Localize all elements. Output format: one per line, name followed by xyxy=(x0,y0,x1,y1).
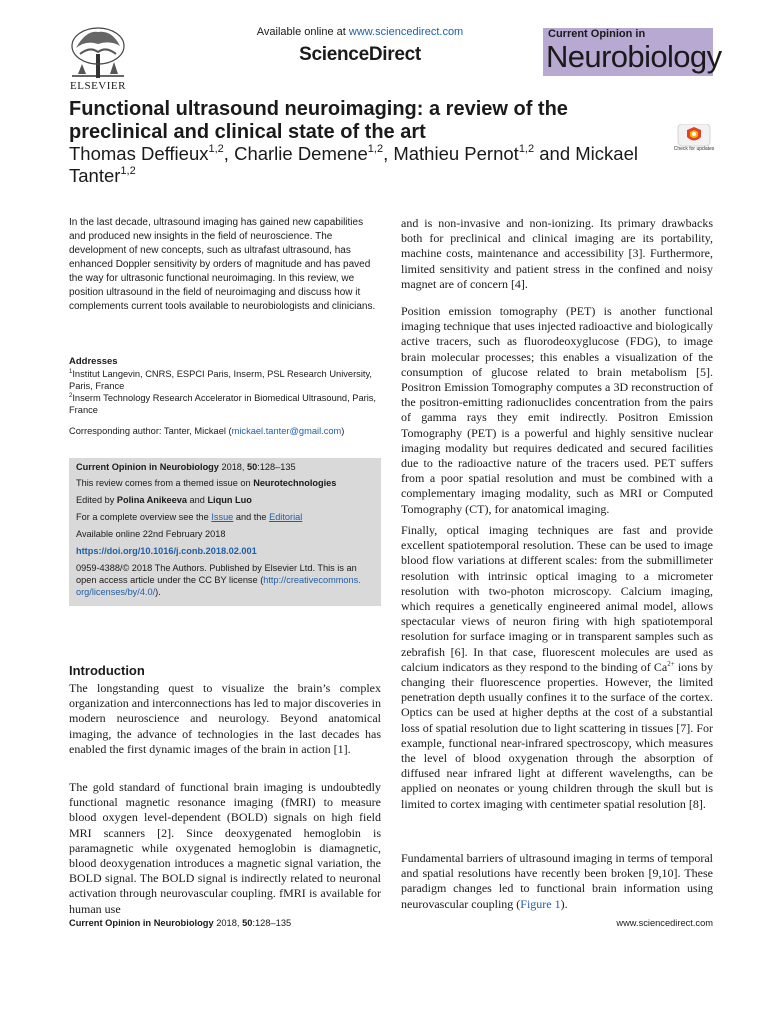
info-volume: 50 xyxy=(247,462,258,472)
info-edited-prefix: Edited by xyxy=(76,495,117,505)
info-overview-and: and the xyxy=(233,512,270,522)
info-license-text: open access article under the CC BY license ( xyxy=(76,575,264,585)
doi-link[interactable]: https://doi.org/10.1016/j.conb.2018.02.001 xyxy=(76,546,257,556)
info-license-2 xyxy=(76,574,376,586)
right-paragraph-3 xyxy=(401,523,713,812)
corresponding-prefix: Corresponding author: Tanter, Mickael ( xyxy=(69,426,232,436)
footer-citation xyxy=(69,918,291,928)
author-affiliation: 1,2 xyxy=(120,165,136,177)
section-heading-introduction: Introduction xyxy=(69,663,145,678)
author-name[interactable]: Mickael Tanter xyxy=(69,143,638,186)
info-theme-name: Neurotechnologies xyxy=(253,478,337,488)
platform-title: ScienceDirect xyxy=(299,44,421,65)
journal-banner-top: Current Opinion in xyxy=(548,28,646,40)
editorial-link[interactable]: Editorial xyxy=(269,512,303,522)
footer-volume: 50 xyxy=(242,918,253,928)
sciencedirect-link[interactable]: www.sciencedirect.com xyxy=(348,26,464,38)
address-text: Institut Langevin, CNRS, ESPCI Paris, Inserm, PSL Research University, Paris, France xyxy=(69,369,373,391)
license-link[interactable]: http://creativecommons. xyxy=(263,575,361,585)
info-editor-and: and xyxy=(187,495,208,505)
intro-paragraph-2: The gold standard of functional brain imaging is undoubtedly functional magnetic resonance imaging (fMRI) to measure blood oxygen level-dependent (BOLD) signals on high field MRI scanners [2]. Since deoxygenated hemoglobin is paramagnetic while oxygenated hemoglobin is diamagnetic, blood deoxygenation introduces a magnetic signal variation, the BOLD signal. The BOLD signal is indirectly related to neuronal activation through neurovascular coupling. fMRI is available for human use xyxy=(69,780,381,916)
right-paragraph-2: Position emission tomography (PET) is another functional imaging technique that uses injected radioactive and biologically active tracers, such as fluorodeoxyglucose (FDG), to image brain molecular processes; this enables a visualization of the consumption of glucose related to brain metabolism [5]. Positron Emission Tomography computes a 3D reconstruction of the positron-emitting radionuclides concentration from the pairs of gamma rays they emit indirectly. Positron Emission Tomography (PET) is a powerful and highly sensitive nuclear imaging modality but requires dedicated and secured facilities due to the radioactive nature of the tracers used. PET suffers from a poor spatial resolution and must be combined with a complementary imaging modality, such as MRI or Computed Tomography (CT), for anatomical imaging. xyxy=(401,304,713,516)
info-pages: :128–135 xyxy=(257,462,296,472)
info-license-text: ). xyxy=(155,587,161,597)
info-year: 2018, xyxy=(218,462,248,472)
info-theme-prefix: This review comes from a themed issue on xyxy=(76,478,254,488)
address-number: 1 xyxy=(69,369,73,375)
paragraph-text: ions by changing their fluorescence properties. However, the limited penetration depth usually confines it to the surface of the cortex. Optics can be used at higher depths at the cost of a substantial loss of spatial resolution due to light scattering in tissues [7]. For example, functional near-infrared spectroscopy, which measures the level of blood oxygenation through the absorption of diffused near infrared light at different wavelengths, can be applied on neonates or young children through the skull but is limited to cortex imaging with centimeter spatial resolution [8]. xyxy=(401,659,713,811)
intro-paragraph-1: The longstanding quest to visualize the brain’s complex organization and interconnections has led to major discoveries in modern neuroscience and neurology. Beyond anatomical imaging, the advance of technologies in the last decades has enabled the first dynamic images of the brain in action [1]. xyxy=(69,681,381,756)
paragraph-text: Finally, optical imaging techniques are fast and provide excellent spatiotemporal resolution. These can be used to image blood flow variations at different scales: from the submillimeter resolution with intrinsic optical imaging to a micrometer resolution with two-photon microscopy. Calcium imaging, which requires a genetically engineered animal model, allows spectacular views of neuron firing with high spatiotemporal resolution for surface imaging or in transparent samples such as zebrafish [6]. In that case, fluorescent molecules are used as calcium indicators as they respond to the binding of Ca xyxy=(401,523,713,674)
info-citation xyxy=(76,461,376,473)
info-editor: Polina Anikeeva xyxy=(116,495,187,505)
info-license-3 xyxy=(76,586,376,598)
info-overview-prefix: For a complete overview see the xyxy=(76,512,212,522)
info-editor: Liqun Luo xyxy=(207,495,252,505)
figure-1-link[interactable]: Figure 1 xyxy=(520,896,561,911)
address-item xyxy=(69,392,379,416)
author-affiliation: 1,2 xyxy=(208,143,224,155)
addresses-heading: Addresses xyxy=(69,356,118,367)
info-available: Available online 22nd February 2018 xyxy=(76,529,226,539)
author-affiliation: 1,2 xyxy=(518,143,535,155)
check-for-updates-label[interactable]: Check for updates xyxy=(673,146,715,152)
article-title: Functional ultrasound neuroimaging: a review of the preclinical and clinical state of the art xyxy=(69,98,568,143)
license-link[interactable]: org/licenses/by/4.0/ xyxy=(76,587,156,597)
check-for-updates-icon[interactable] xyxy=(676,124,712,162)
footer-pages: :128–135 xyxy=(252,918,292,928)
abstract: In the last decade, ultrasound imaging has gained new capabilities and produced new insights in the field of neuroscience. The development of new concepts, such as ultrafast ultrasound, has enhanced Doppler sensitivity by orders of magnitude and has paved the way for ultrasonic functional neuroimaging. In this review, we position ultrasound in the field of neuroimaging and discuss how it complements current tools available to neurobiologists and clinicians. xyxy=(69,217,376,312)
info-theme xyxy=(76,477,376,489)
author-separator: , xyxy=(223,143,235,164)
author-name[interactable]: Thomas Deffieux xyxy=(69,143,209,164)
address-item xyxy=(69,368,379,392)
paragraph-text: Fundamental barriers of ultrasound imaging in terms of temporal and spatial resolutions have recently been broken [9,10]. These paradigm changes led to functional brain information using neurovascular coupling ( xyxy=(401,851,713,911)
available-prefix: Available online at xyxy=(256,26,349,38)
journal-banner-name: Neurobiology xyxy=(546,39,722,74)
info-journal: Current Opinion in Neurobiology xyxy=(76,462,219,472)
corresponding-suffix: ) xyxy=(341,426,345,436)
corresponding-author xyxy=(69,426,379,436)
author-separator: and xyxy=(534,143,576,164)
superscript: 2+ xyxy=(667,659,675,668)
footer-year: 2018, xyxy=(213,918,243,928)
corresponding-email-link[interactable]: mickael.tanter@gmail.com xyxy=(231,426,342,436)
footer-site-link[interactable]: www.sciencedirect.com xyxy=(616,918,713,928)
publisher-name: ELSEVIER xyxy=(70,80,126,92)
author-separator: , xyxy=(383,143,394,164)
issue-link[interactable]: Issue xyxy=(211,512,234,522)
addresses xyxy=(69,368,379,416)
address-number: 2 xyxy=(69,393,73,399)
address-text: Inserm Technology Research Accelerator in Biomedical Ultrasound, Paris, France xyxy=(69,393,377,415)
info-editors xyxy=(76,494,376,506)
info-overview xyxy=(76,511,376,523)
info-license-1: 0959-4388/© 2018 The Authors. Published by Elsevier Ltd. This is an xyxy=(76,563,357,573)
paragraph-text: ). xyxy=(560,896,568,911)
available-online xyxy=(220,26,500,38)
right-paragraph-4 xyxy=(401,851,713,912)
author-affiliation: 1,2 xyxy=(367,143,384,155)
footer-journal: Current Opinion in Neurobiology xyxy=(69,918,214,928)
right-paragraph-1: and is non-invasive and non-ionizing. Its primary drawbacks both for preclinical and clinical imaging are its portability, machine costs, maintenance and accessibility [3]. Furthermore, limited sensitivity and patient stress in the confined and noisy magnet are of concern [4]. xyxy=(401,216,713,291)
author-list xyxy=(69,143,639,187)
author-name[interactable]: Charlie Demene xyxy=(234,143,368,164)
author-name[interactable]: Mathieu Pernot xyxy=(393,143,519,164)
